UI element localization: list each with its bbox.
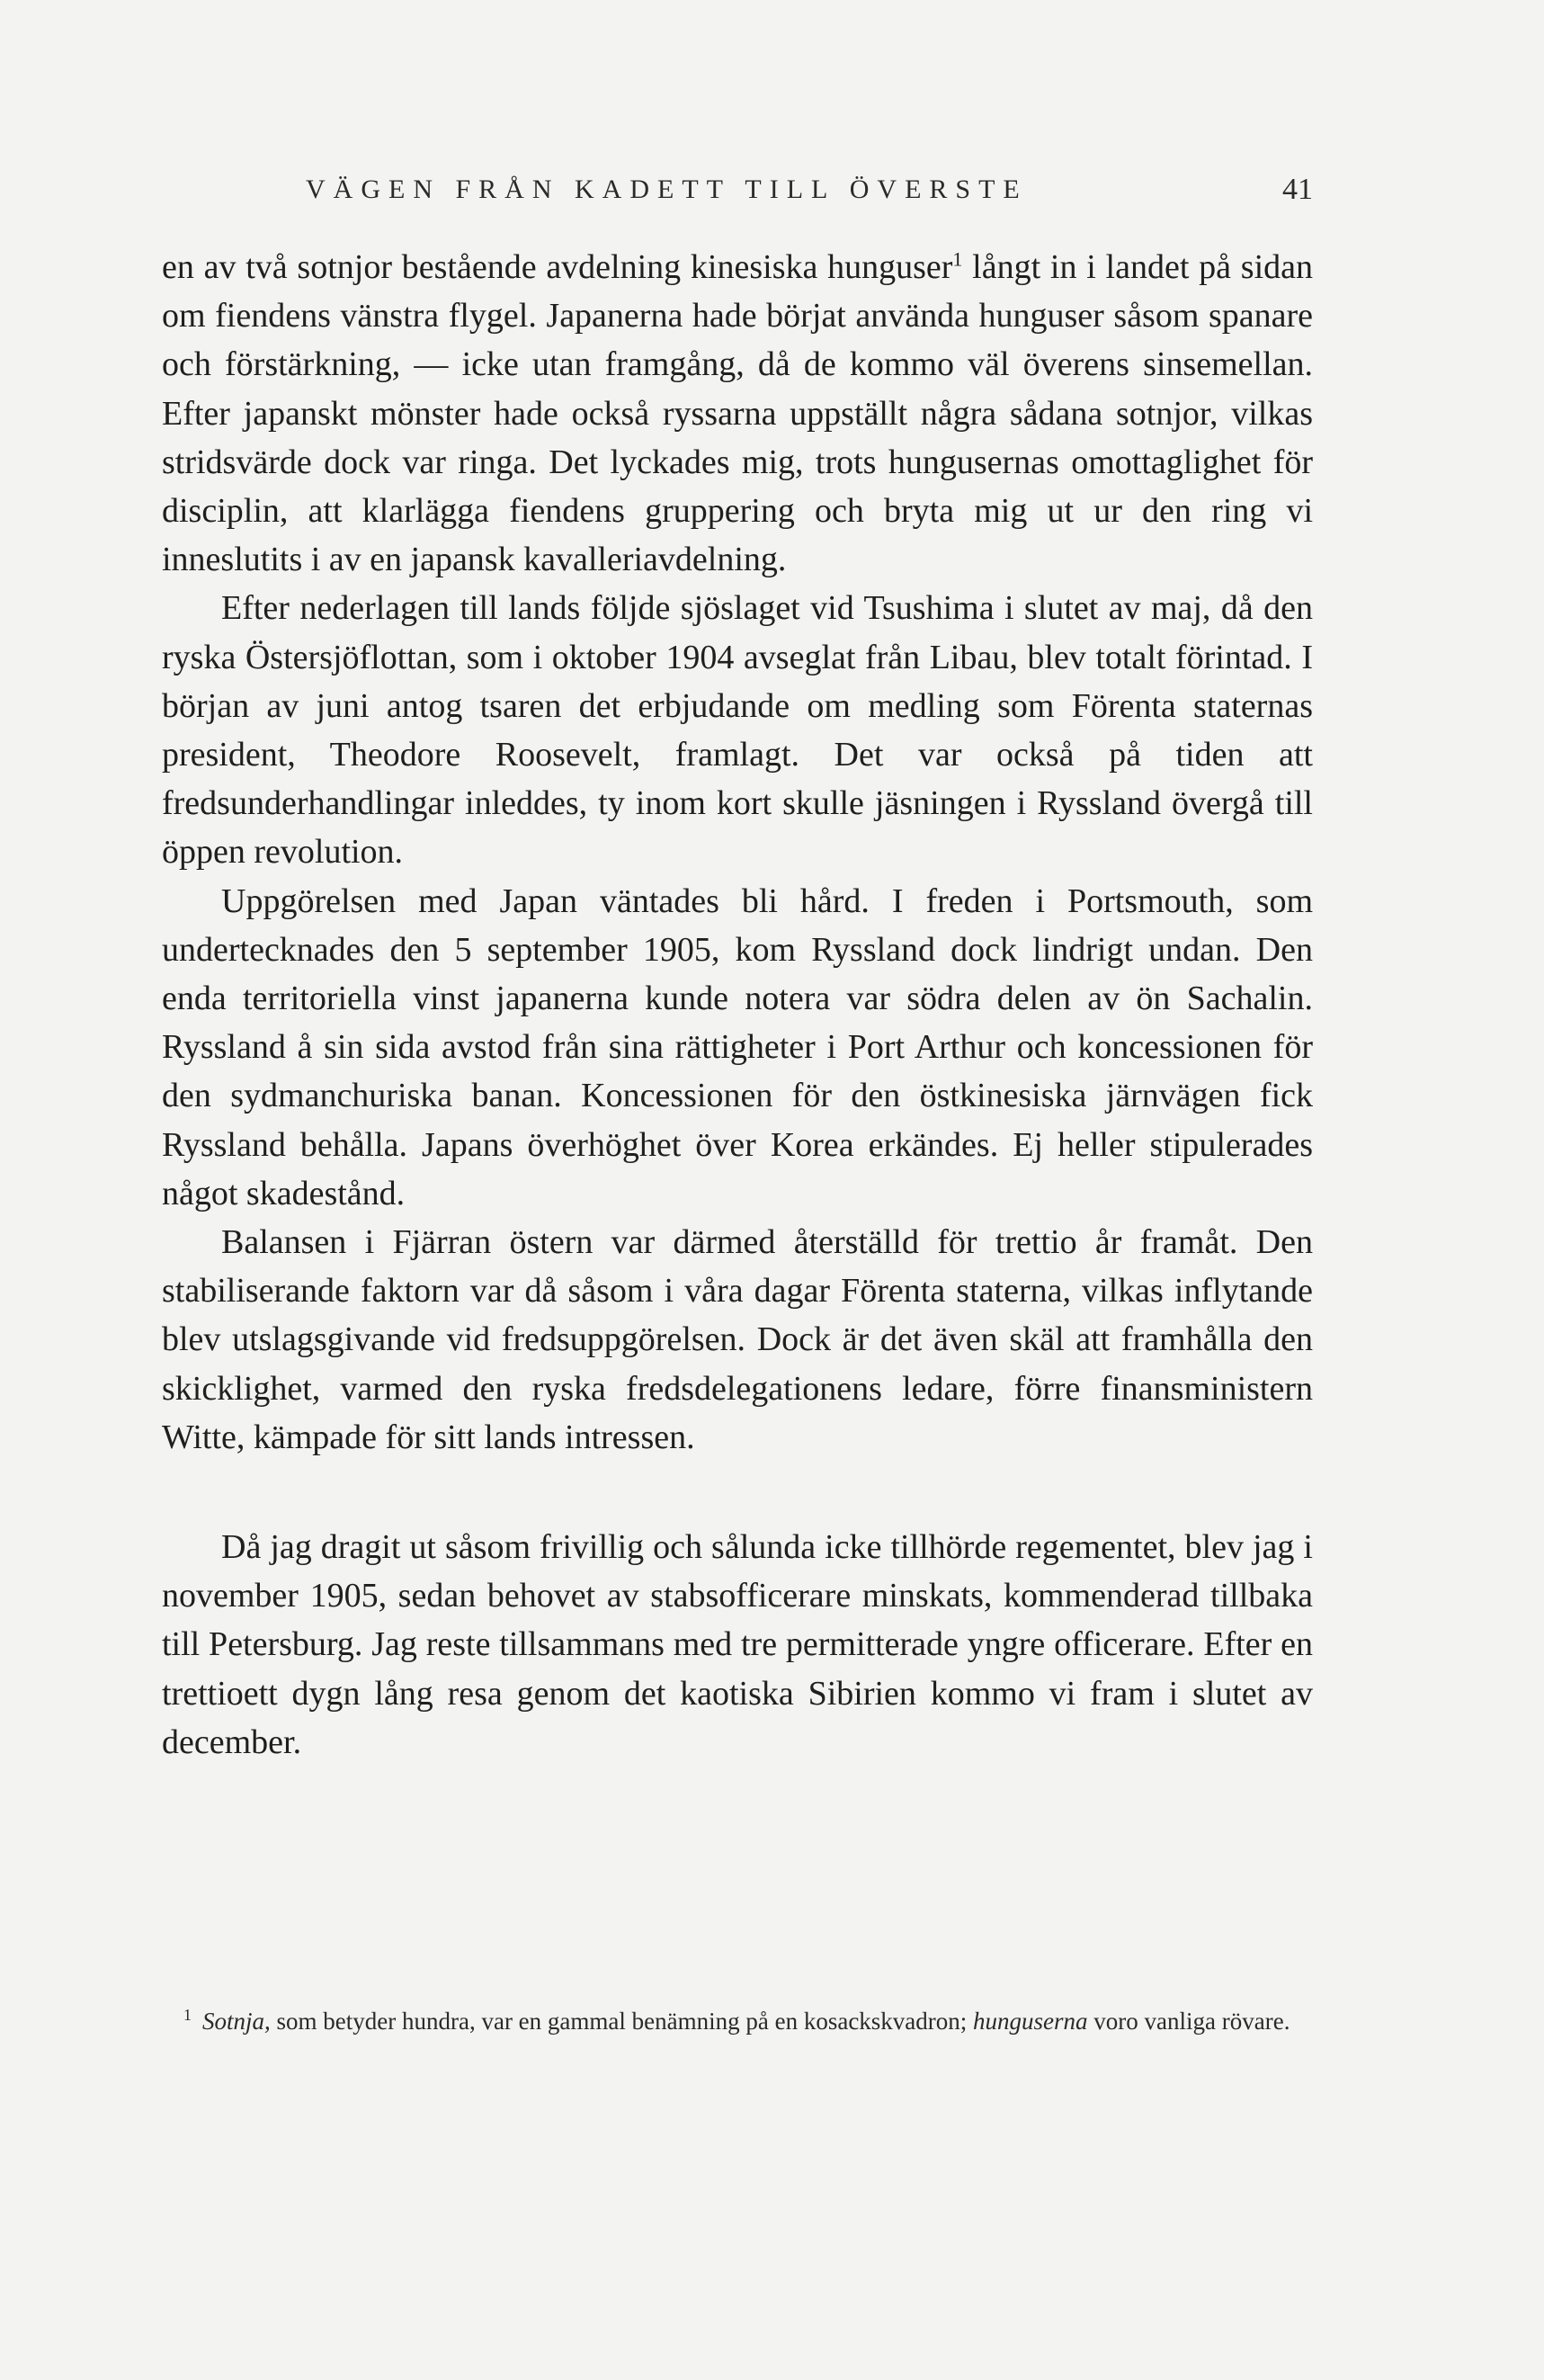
page-number: 41 (1282, 173, 1313, 206)
running-title: VÄGEN FRÅN KADETT TILL ÖVERSTE (306, 174, 1028, 204)
footnote-reference: 1 (952, 247, 963, 271)
footnote (162, 2004, 1313, 2038)
paragraph-3: Uppgörelsen med Japan väntades bli hård. I freden i Portsmouth, som undertecknades den 5 september 1905, kom Ryssland dock lindrigt undan. Den enda territoriella vinst japanerna kunde notera var södra delen av ön Sachalin. Ryssland å sin sida avstod från sina rättigheter i Port Arthur och koncessionen för den sydmanchuriska banan. Koncessionen för den östkinesiska järnvägen fick Ryssland behålla. Japans överhöghet över Korea erkändes. Ej heller stipulerades något skadestånd. (162, 881, 1313, 1212)
paragraph-1 (162, 243, 1313, 584)
body-text (162, 243, 1313, 1767)
paragraph-5: Då jag dragit ut såsom frivillig och sålunda icke tillhörde regementet, blev jag i november 1905, sedan behovet av stabsofficerare minskats, kommenderad tillbaka till Petersburg. Jag reste tillsammans med tre permitterade yngre officerare. Efter en trettioett dygn lång resa genom det kaotiska Sibirien kommo vi fram i slutet av december. (162, 1528, 1313, 1761)
paragraph-2: Efter nederlagen till lands följde sjöslaget vid Tsushima i slutet av maj, då den ryska Östersjöflottan, som i oktober 1904 avseglat från Libau, blev totalt förintad. I början av juni antog tsaren det erbjudande om medling som Förenta staternas president, Theodore Roosevelt, framlagt. Det var också på tiden att fredsunderhandlingar inleddes, ty inom kort skulle jäsningen i Ryssland övergå till öppen revolution. (162, 589, 1313, 872)
footnote-term-sotnja: Sotnja, (202, 2008, 271, 2035)
paragraph-1-rest: långt in i landet på sidan om fiendens vänstra flygel. Japanerna hade börjat använda hunguser såsom spanare och förstärkning, — icke utan framgång, då de kommo väl överens sinsemellan. Efter japanskt mönster hade också ryssarna uppställt några sådana sotnjor, vilkas stridsvärde dock var ringa. Det lyckades mig, trots hungusernas omottaglighet för disciplin, att klarlägga fiendens gruppering och bryta mig ut ur den ring vi inneslutits i av en japansk kavalleriavdelning. (162, 248, 1313, 579)
footnote-text-1: som betyder hundra, var en gammal benämning på en kosackskvadron; (270, 2008, 974, 2035)
running-head (162, 167, 1313, 212)
paragraph-4: Balansen i Fjärran östern var därmed återställd för trettio år framåt. Den stabiliserande faktorn var då såsom i våra dagar Förenta staterna, vilkas inflytande blev utslagsgivande vid fredsuppgörelsen. Dock är det även skäl att framhålla den skicklighet, varmed den ryska fredsdelegationens ledare, förre finansministern Witte, kämpade för sitt lands intressen. (162, 1223, 1313, 1456)
footnote-term-hunguserna: hunguserna (973, 2008, 1088, 2035)
footnote-text-2: voro vanliga rövare. (1087, 2008, 1290, 2035)
section-break (162, 1462, 1313, 1523)
footnote-mark: 1 (183, 2006, 192, 2024)
paragraph-1-start: en av två sotnjor bestående avdelning kinesiska hunguser (162, 248, 953, 286)
